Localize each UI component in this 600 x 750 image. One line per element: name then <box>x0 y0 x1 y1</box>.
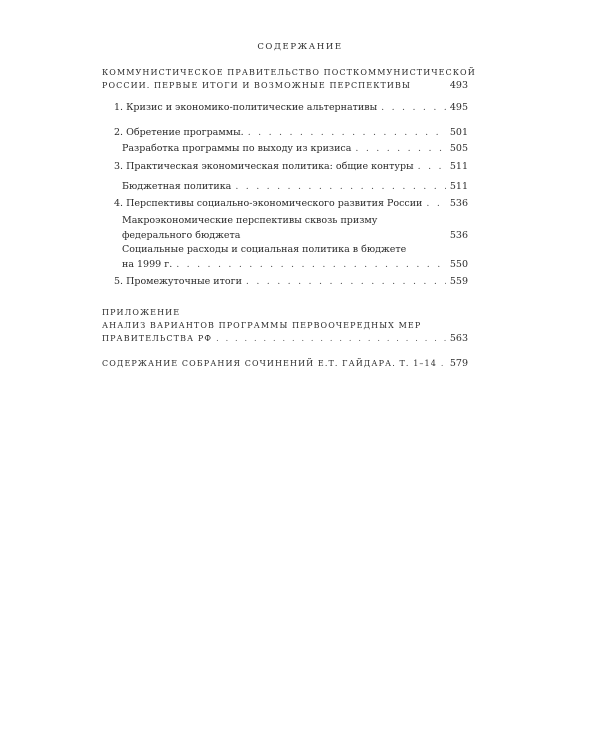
toc-leader <box>216 332 446 345</box>
toc-page-number: 536 <box>449 198 468 209</box>
toc-entry-title: 1. Кризис и экономико-политические альтернативы <box>114 102 378 113</box>
toc-appendix-title-line2: ПРАВИТЕЛЬСТВА РФ <box>102 334 213 343</box>
toc-page-number: 505 <box>449 143 468 154</box>
toc-appendix-title-line1: АНАЛИЗ ВАРИАНТОВ ПРОГРАММЫ ПЕРВООЧЕРЕДНЫХ МЕР <box>102 321 422 330</box>
toc-leader <box>235 179 446 194</box>
toc-page-number: 579 <box>449 358 468 369</box>
toc-entry-title-line1: Социальные расходы и социальная политика в бюджете <box>122 244 407 255</box>
toc-part-title-line1: КОММУНИСТИЧЕСКОЕ ПРАВИТЕЛЬСТВО ПОСТКОММУНИСТИЧЕСКОЙ <box>102 68 476 77</box>
toc-part-title-line2: РОССИИ. ПЕРВЫЕ ИТОГИ И ВОЗМОЖНЫЕ ПЕРСПЕКТИВЫ <box>102 81 411 90</box>
toc-page-number: 501 <box>449 127 468 138</box>
toc-leader <box>176 257 446 272</box>
toc-entry <box>114 196 468 211</box>
toc-page-number: 536 <box>449 230 468 241</box>
toc-entry <box>114 274 468 289</box>
toc-entry-title: 3. Практическая экономическая политика: общие контуры <box>114 161 414 172</box>
toc-page-number: 563 <box>449 333 468 344</box>
toc-page-number: 511 <box>449 181 468 192</box>
toc-subentry <box>122 179 468 194</box>
toc-page-number: 511 <box>449 161 468 172</box>
toc-page-number: 495 <box>449 102 468 113</box>
toc-page-number: 550 <box>449 259 468 270</box>
toc-leader <box>381 100 446 115</box>
toc-entry-title: 4. Перспективы социально-экономического развития России <box>114 198 423 209</box>
toc-entry-title: СОДЕРЖАНИЕ СОБРАНИЯ СОЧИНЕНИЙ Е.Т. ГАЙДАРА. Т. 1–14 <box>102 359 437 368</box>
toc-page-number: 559 <box>449 276 468 287</box>
toc-leader <box>441 357 446 370</box>
toc-entry <box>114 125 468 140</box>
toc-entry <box>114 100 468 115</box>
toc-collected-works-entry <box>102 357 468 370</box>
toc-subentry <box>122 213 468 243</box>
toc-entry <box>114 159 468 174</box>
toc-leader <box>355 141 445 156</box>
toc-appendix-entry <box>102 306 468 345</box>
toc-entry-title: 2. Обретение программы. <box>114 127 244 138</box>
toc-part-entry <box>102 66 476 92</box>
toc-entry-title-line1: Макроэкономические перспективы сквозь призму <box>122 215 378 226</box>
toc-entry-title: 5. Промежуточные итоги <box>114 276 242 287</box>
toc-entry-title-line2: федерального бюджета <box>122 230 241 241</box>
toc-leader <box>418 159 446 174</box>
toc-subentry <box>122 141 468 156</box>
toc-leader <box>246 274 446 289</box>
toc-entry-title: Бюджетная политика <box>122 181 232 192</box>
toc-appendix-label: ПРИЛОЖЕНИЕ <box>102 308 181 317</box>
toc-entry-title: Разработка программы по выходу из кризиса <box>122 143 352 154</box>
toc-leader <box>248 125 446 140</box>
toc-page-number: 493 <box>449 80 468 91</box>
toc-subentry <box>122 242 468 272</box>
toc-entry-title-line2: на 1999 г. <box>122 259 173 270</box>
toc-leader <box>426 196 445 211</box>
page-title: СОДЕРЖАНИЕ <box>257 42 343 52</box>
